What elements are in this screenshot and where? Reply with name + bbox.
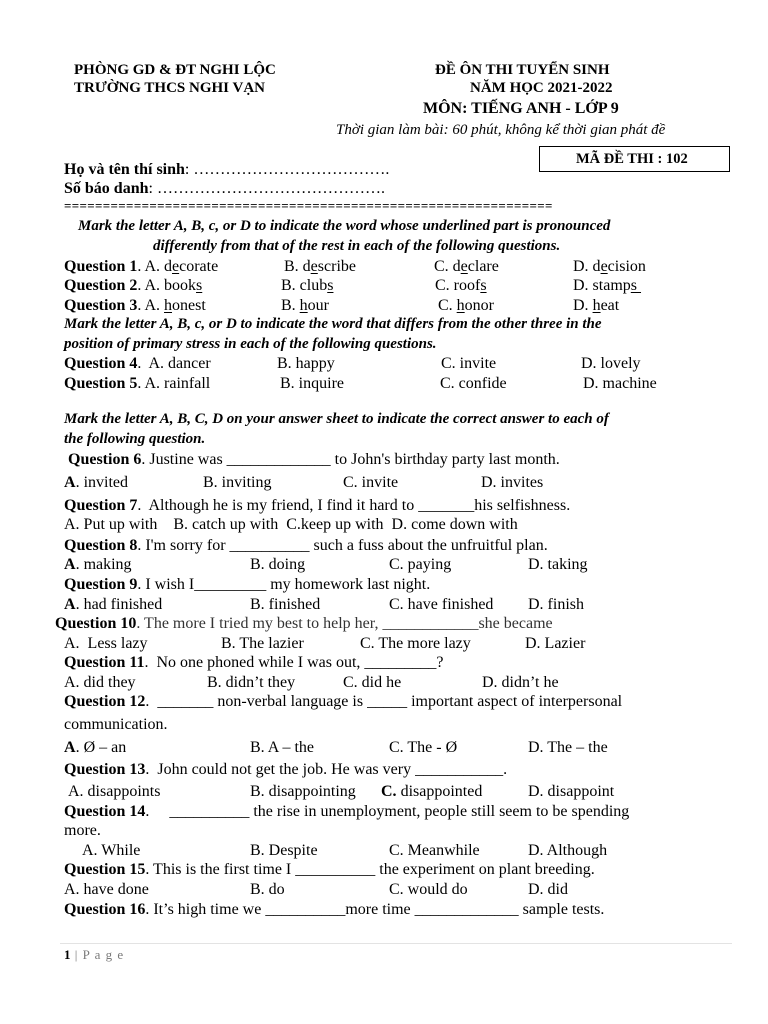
q9-option-b: B. finished bbox=[250, 596, 321, 613]
q2-option-d: D. stamps bbox=[573, 277, 642, 294]
question-7 bbox=[64, 498, 570, 514]
question-label: Question 4 bbox=[64, 355, 138, 372]
question-label: Question 1 bbox=[64, 258, 138, 275]
student-id-line bbox=[64, 181, 385, 197]
student-id-label: Số báo danh bbox=[64, 180, 149, 197]
q15-option-a: A. have done bbox=[64, 881, 149, 898]
question-14 bbox=[64, 804, 629, 820]
question-8 bbox=[64, 538, 548, 554]
question-label: Question 16 bbox=[64, 901, 146, 918]
option-a-rest: corate bbox=[179, 258, 219, 275]
q10-option-b: B. The lazier bbox=[221, 635, 304, 652]
question-12 bbox=[64, 694, 622, 710]
question-9 bbox=[64, 577, 430, 593]
option-a-rest: onest bbox=[172, 297, 206, 314]
student-name-label: Họ và tên thí sinh bbox=[64, 161, 185, 178]
question-5 bbox=[64, 376, 210, 392]
option-a: . A. d bbox=[137, 258, 173, 275]
question-stem: . __________ the rise in unemployment, people still seem to be spending bbox=[145, 803, 630, 820]
question-label: Question 12 bbox=[64, 693, 146, 710]
q1-option-b: B. describe bbox=[284, 258, 356, 275]
q3-option-b: B. hour bbox=[281, 297, 329, 314]
q6-option-d: D. invites bbox=[481, 474, 544, 491]
section3-instruction-2: the following question. bbox=[64, 431, 206, 447]
section2-instruction-1: Mark the letter A, B, c, or D to indicate the word that differs from the other three in the bbox=[64, 316, 602, 332]
department-name: PHÒNG GD & ĐT NGHI LỘC bbox=[74, 62, 276, 78]
q7-options: A. Put up with B. catch up with C.keep up with D. come down with bbox=[64, 516, 518, 533]
question-stem: . No one phoned while I was out, _________? bbox=[144, 654, 444, 671]
question-15 bbox=[64, 862, 595, 878]
page-footer bbox=[64, 948, 124, 961]
q1-option-d: D. decision bbox=[573, 258, 646, 275]
question-label: Question 10 bbox=[55, 615, 137, 632]
q9-option-c: C. have finished bbox=[389, 596, 494, 613]
q6-option-c: C. invite bbox=[343, 474, 399, 491]
exam-title: ĐỀ ÔN THI TUYỂN SINH bbox=[435, 62, 610, 78]
q11-option-a: A. did they bbox=[64, 674, 136, 691]
q12-option-a: A. Ø – an bbox=[64, 739, 127, 756]
q14-option-b: B. Despite bbox=[250, 842, 318, 859]
question-label: Question 14 bbox=[64, 803, 146, 820]
question-3 bbox=[64, 298, 206, 314]
question-stem: . Justine was _____________ to John's birthday party last month. bbox=[141, 451, 560, 468]
q14-stem-continued: more. bbox=[64, 822, 101, 839]
q4-option-d: D. lovely bbox=[581, 355, 641, 372]
question-stem: . The more I tried my best to help her, ____________she became bbox=[136, 615, 553, 632]
q13-option-a: A. disappoints bbox=[68, 783, 161, 800]
student-name-line bbox=[64, 162, 389, 178]
q9-option-a: A. had finished bbox=[64, 596, 163, 613]
q9-option-d: D. finish bbox=[528, 596, 584, 613]
q10-option-d: D. Lazier bbox=[525, 635, 586, 652]
page-number: 1 bbox=[64, 947, 71, 962]
q14-option-a: A. While bbox=[82, 842, 141, 859]
question-label: Question 5 bbox=[64, 375, 138, 392]
option-a: . A. bbox=[137, 297, 165, 314]
q5-option-c: C. confide bbox=[440, 375, 507, 392]
question-label: Question 2 bbox=[64, 277, 138, 294]
q15-option-c: C. would do bbox=[389, 881, 468, 898]
footer-divider bbox=[60, 943, 732, 944]
option-a: . A. book bbox=[137, 277, 197, 294]
q8-option-b: B. doing bbox=[250, 556, 306, 573]
section1-instruction-2: differently from that of the rest in each of the following questions. bbox=[153, 238, 561, 254]
question-10 bbox=[55, 616, 553, 632]
option-a: . A. dancer bbox=[137, 355, 211, 372]
question-label: Question 7 bbox=[64, 497, 138, 514]
q14-option-d: D. Although bbox=[528, 842, 608, 859]
q8-option-a: A. making bbox=[64, 556, 132, 573]
q11-option-b: B. didn’t they bbox=[207, 674, 296, 691]
page-word: | P a g e bbox=[70, 947, 125, 962]
question-label: Question 11 bbox=[64, 654, 145, 671]
question-label: Question 15 bbox=[64, 861, 146, 878]
q12-option-c: C. The - Ø bbox=[389, 739, 458, 756]
question-label: Question 8 bbox=[64, 537, 138, 554]
q11-option-c: C. did he bbox=[343, 674, 402, 691]
q12-option-d: D. The – the bbox=[528, 739, 608, 756]
q11-option-d: D. didn’t he bbox=[482, 674, 559, 691]
q12-option-b: B. A – the bbox=[250, 739, 315, 756]
underlined-part: h bbox=[164, 297, 173, 314]
question-6 bbox=[68, 452, 560, 468]
school-year: NĂM HỌC 2021-2022 bbox=[470, 80, 613, 96]
q2-option-b: B. clubs bbox=[281, 277, 334, 294]
question-stem: . John could not get the job. He was very ___________. bbox=[145, 761, 508, 778]
exam-code: MÃ ĐỀ THI : 102 bbox=[576, 151, 688, 167]
section3-instruction-1: Mark the letter A, B, C, D on your answer sheet to indicate the correct answer to each of bbox=[64, 411, 609, 427]
time-note: Thời gian làm bài: 60 phút, không kể thời gian phát đề bbox=[336, 122, 666, 138]
subject-title: MÔN: TIẾNG ANH - LỚP 9 bbox=[423, 100, 619, 117]
question-4 bbox=[64, 356, 211, 372]
q10-option-a: A. Less lazy bbox=[64, 635, 148, 652]
q6-option-a: A. invited bbox=[64, 474, 128, 491]
q15-option-b: B. do bbox=[250, 881, 285, 898]
question-label: Question 13 bbox=[64, 761, 146, 778]
question-16 bbox=[64, 902, 604, 918]
q1-option-c: C. declare bbox=[434, 258, 499, 275]
q2-option-c: C. roofs bbox=[435, 277, 487, 294]
question-stem: . I wish I_________ my homework last night. bbox=[137, 576, 431, 593]
question-stem: . Although he is my friend, I find it hard to _______his selfishness. bbox=[137, 497, 571, 514]
q6-option-b: B. inviting bbox=[203, 474, 272, 491]
q12-stem-continued: communication. bbox=[64, 716, 168, 733]
q8-option-c: C. paying bbox=[389, 556, 452, 573]
q10-option-c: C. The more lazy bbox=[360, 635, 471, 652]
q13-option-c: C. disappointed bbox=[381, 783, 483, 800]
q3-option-d: D. heat bbox=[573, 297, 620, 314]
q4-option-b: B. happy bbox=[277, 355, 335, 372]
question-13 bbox=[64, 762, 507, 778]
question-stem: . It’s high time we __________more time _____________ sample tests. bbox=[145, 901, 605, 918]
school-name: TRƯỜNG THCS NGHI VẠN bbox=[74, 80, 266, 96]
question-stem: . _______ non-verbal language is _____ important aspect of interpersonal bbox=[145, 693, 623, 710]
q13-option-b: B. disappointing bbox=[250, 783, 356, 800]
q5-option-b: B. inquire bbox=[280, 375, 344, 392]
question-stem: . I'm sorry for __________ such a fuss about the unfruitful plan. bbox=[137, 537, 548, 554]
student-id-dots: : ……………………………………. bbox=[148, 180, 385, 197]
separator-line: =============================================================== bbox=[64, 198, 553, 213]
question-stem: . This is the first time I __________ the experiment on plant breeding. bbox=[145, 861, 595, 878]
option-a: . A. rainfall bbox=[137, 375, 211, 392]
section2-instruction-2: position of primary stress in each of the following questions. bbox=[64, 336, 437, 352]
underlined-part: s bbox=[196, 277, 203, 294]
q14-option-c: C. Meanwhile bbox=[389, 842, 480, 859]
question-label: Question 3 bbox=[64, 297, 138, 314]
question-label: Question 9 bbox=[64, 576, 138, 593]
question-1 bbox=[64, 259, 218, 275]
question-11 bbox=[64, 655, 444, 671]
q8-option-d: D. taking bbox=[528, 556, 588, 573]
q4-option-c: C. invite bbox=[441, 355, 497, 372]
student-name-dots: : ………………………………. bbox=[184, 161, 390, 178]
q5-option-d: D. machine bbox=[583, 375, 657, 392]
question-2 bbox=[64, 278, 202, 294]
section1-instruction-1: Mark the letter A, B, c, or D to indicate the word whose underlined part is pronounced bbox=[78, 218, 611, 234]
q3-option-c: C. honor bbox=[438, 297, 494, 314]
question-label: Question 6 bbox=[68, 451, 142, 468]
q13-option-d: D. disappoint bbox=[528, 783, 615, 800]
q15-option-d: D. did bbox=[528, 881, 568, 898]
underlined-part: e bbox=[172, 258, 180, 275]
